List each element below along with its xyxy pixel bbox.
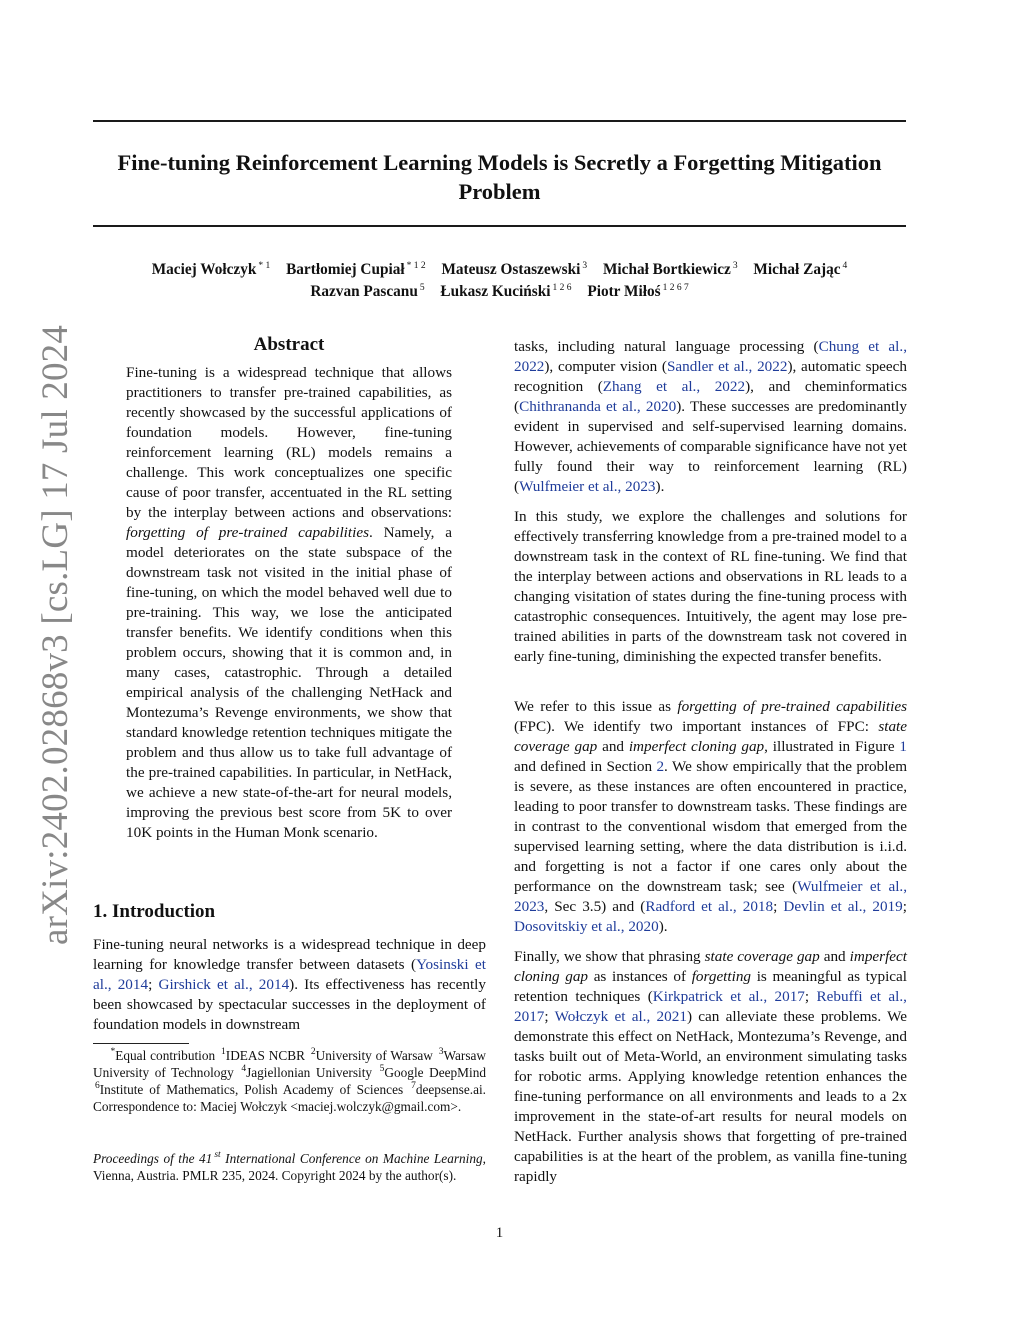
page-number: 1 [495, 1225, 504, 1241]
paragraph-text: ) can alleviate these problems. We demonstrate this effect on NetHack, Montezuma’s Revenge, and tasks built out of Meta-World, an environment simulating tasks for robotic arms. Applying knowledge retention enhances the fine-tuning performance on all environments and leads to a 2x improvement in the state-of-art results for neural models on NetHack. Further analysis shows that forgetting of pre-trained capabilities is at the heart of the problem, as vanilla fine-tuning rapidly [514, 1008, 907, 1185]
author-name: Michał Bortkiewicz [602, 261, 731, 278]
introduction-heading: 1. Introduction [93, 901, 216, 922]
emphasis: imperfect cloning gap [628, 738, 765, 755]
paragraph-text: and [597, 738, 629, 755]
author-affiliation: 5 [419, 283, 425, 293]
footnote-text: deepsense.ai. Correspondence to: Maciej Wołczyk <maciej.wolczyk@gmail.com>. [93, 1082, 486, 1114]
citation-link[interactable]: Girshick et al., 2014 [158, 976, 290, 993]
author [603, 261, 738, 278]
figure-reference-link[interactable]: 1 [899, 738, 908, 755]
emphasis: forgetting of pre-trained capabilities [677, 698, 907, 715]
proceedings-text: International Conference on Machine Learning [220, 1151, 483, 1166]
paragraph-text: (FPC). We identify two important instances of FPC: [514, 718, 879, 735]
author [753, 261, 847, 278]
paragraph-text: , Sec 3.5) and ( [544, 898, 646, 915]
footnote-mark: 1 [221, 1047, 226, 1057]
author-name: Razvan Pascanu [310, 283, 418, 300]
author-affiliation: 3 [732, 261, 738, 271]
author [310, 283, 424, 300]
paragraph-text: and [819, 948, 850, 965]
citation-link[interactable]: Sandler et al., 2022 [666, 358, 788, 375]
paragraph-text: ). These successes are predominantly evident in supervised and self-supervised learning domains. However, achievements of comparable significance have not yet fully found their way to reinforcement learning (RL) ( [514, 398, 907, 495]
footnote-text: Google DeepMind [384, 1065, 486, 1080]
author-list-line-2 [93, 281, 906, 303]
paragraph-text: ; [773, 898, 784, 915]
proceedings-ordinal: st [214, 1150, 221, 1160]
proceedings-text: , Vienna, Austria. PMLR 235, 2024. Copyright 2024 by the author(s). [93, 1151, 486, 1183]
abstract-text: . Namely, a model deteriorates on the state subspace of the downstream task not visited in the initial phase of fine-tuning, on which the model behaved well due to pre-training. This way, we lose the anticipated transfer benefits. We identify conditions when this problem occurs, showing that it is common and, in many cases, catastrophic. Through a detailed empirical analysis of the challenging NetHack and Montezuma’s Revenge environments, we show that standard knowledge retention techniques mitigate the problem and thus allow us to take full advantage of the pre-trained capabilities. In particular, in NetHack, we achieve a new state-of-the-art for neural models, improving the previous best score from 5K to over 10K points in the Human Monk scenario. [126, 524, 452, 841]
abstract-emphasis: forgetting of pre-trained capabilities [126, 524, 369, 541]
citation-link[interactable]: Wulfmeier et al., 2023 [514, 878, 908, 915]
author-affiliation: * 1 2 [406, 261, 426, 271]
footnote-mark: 5 [379, 1064, 385, 1074]
paragraph-text: ; [902, 898, 907, 915]
proceedings-text: Proceedings of the [93, 1151, 200, 1166]
introduction-body [93, 935, 486, 1035]
author-name: Łukasz Kuciński [440, 283, 551, 300]
abstract-heading: Abstract [253, 334, 325, 355]
footnote-mark: 7 [411, 1081, 416, 1091]
footnote-rule [93, 1043, 189, 1044]
intro-paragraph: In this study, we explore the challenges and solutions for effectively transferring knowledge from a pre-trained model to a downstream task in the context of RL fine-tuning. We find that the interplay between actions and observations in RL leads to a changing visitation of states during the fine-tuning process with catastrophic consequences. Intuitively, the agent may lose pre-trained abilities in parts of the downstream task not covered in early fine-tuning, diminishing the expected transfer benefits. [514, 508, 907, 665]
author-name: Mateusz Ostaszewski [441, 261, 581, 278]
author-name: Piotr Miłoś [587, 283, 661, 300]
intro-text: ). Its effectiveness has recently been showcased by spectacular successes in the deployment of foundation models in downstream [93, 976, 486, 1033]
author [286, 261, 426, 278]
paper-title: Fine-tuning Reinforcement Learning Models is Secretly a Forgetting Mitigation Problem [117, 150, 882, 204]
footnote-text: University of Warsaw [315, 1048, 437, 1063]
paragraph-text: tasks, including natural language processing ( [514, 338, 819, 355]
emphasis: state coverage gap [514, 718, 907, 755]
paragraph-text: ). [655, 478, 665, 495]
author [587, 283, 688, 300]
footnote-mark: * [110, 1047, 116, 1057]
author-affiliation: 4 [842, 261, 848, 271]
citation-link[interactable]: Kirkpatrick et al., 2017 [652, 988, 805, 1005]
paragraph-text: Finally, we show that phrasing [514, 948, 705, 965]
author-affiliation: 3 [582, 261, 588, 271]
affiliation-footnote [93, 1047, 486, 1115]
intro-paragraph [514, 697, 907, 937]
proceedings-number: 41 [199, 1151, 213, 1166]
citation-link[interactable]: Chung et al., 2022 [514, 338, 907, 375]
author-affiliation: 1 2 6 7 [662, 283, 689, 293]
citation-link[interactable]: Yosinski et al., 2014 [93, 956, 487, 993]
paragraph-text: ; [544, 1008, 555, 1025]
paragraph-text: as instances of [588, 968, 692, 985]
footnote-mark: 6 [95, 1081, 100, 1091]
author-affiliation: 1 2 6 [552, 283, 572, 293]
emphasis: state coverage gap [704, 948, 820, 965]
footnote-text: Jagiellonian University [246, 1065, 378, 1080]
author [152, 261, 271, 278]
title-rule-top [93, 120, 906, 122]
paragraph-text: and defined in Section [514, 758, 657, 775]
citation-link[interactable]: Rebuffi et al., 2017 [514, 988, 907, 1025]
footnote-mark: 4 [241, 1064, 247, 1074]
intro-paragraph [514, 947, 907, 1187]
paragraph-text: . We show empirically that the problem is severe, as these instances are often encountered in practice, leading to poor transfer to downstream tasks. These findings are in contrast to the conventional wisdom that emerged from the supervised learning setting, where the data distribution is i.i.d. and forgetting is not a factor if one cares only about the performance on the downstream task; see ( [514, 758, 908, 895]
footnote-text: Warsaw University of Technology [93, 1048, 486, 1080]
paragraph-text: ), and cheminformatics ( [514, 378, 907, 415]
intro-text: ; [148, 976, 159, 993]
footnote-mark: 2 [310, 1047, 316, 1057]
citation-link[interactable]: Devlin et al., 2019 [783, 898, 903, 915]
arxiv-identifier-stamp: arXiv:2402.02868v3 [cs.LG] 17 Jul 2024 [35, 324, 76, 945]
emphasis: forgetting [691, 968, 752, 985]
author [440, 283, 571, 300]
footnote-mark: 3 [438, 1047, 444, 1057]
intro-text: Fine-tuning neural networks is a widespread technique in deep learning for knowledge transfer between datasets ( [93, 936, 486, 973]
paragraph-text: ). [658, 918, 668, 935]
intro-paragraph [514, 337, 907, 497]
section-reference-link[interactable]: 2 [656, 758, 665, 775]
footnote-text: Institute of Mathematics, Polish Academy of Sciences [99, 1082, 410, 1097]
author-affiliation: * 1 [258, 261, 271, 271]
citation-link[interactable]: Wołczyk et al., 2021 [554, 1008, 687, 1025]
title-rule-bottom [93, 225, 906, 227]
paragraph-text: , illustrated in Figure [764, 738, 900, 755]
citation-link[interactable]: Zhang et al., 2022 [602, 378, 746, 395]
author-list-line-1 [93, 259, 906, 281]
citation-link[interactable]: Chithrananda et al., 2020 [519, 398, 677, 415]
paragraph-text: ), computer vision ( [544, 358, 667, 375]
footnote-text: Equal contribution [115, 1048, 220, 1063]
proceedings-note [93, 1150, 486, 1184]
emphasis: imperfect cloning gap [514, 948, 907, 985]
paragraph-text: is meaningful as typical retention techniques ( [514, 968, 907, 1005]
abstract-body [126, 363, 452, 843]
paragraph-text: We refer to this issue as [514, 698, 678, 715]
paragraph-text: ; [804, 988, 817, 1005]
author-name: Bartłomiej Cupiał [286, 261, 405, 278]
citation-link[interactable]: Radford et al., 2018 [645, 898, 774, 915]
abstract-text: Fine-tuning is a widespread technique that allows practitioners to transfer pre-trained capabilities, as recently showcased by the successful applications of foundation models. However, fine-tuning reinforcement learning (RL) models remains a challenge. This work conceptualizes one specific cause of poor transfer, accentuated in the RL setting by the interplay between actions and observations: [126, 364, 452, 521]
footnote-text: IDEAS NCBR [225, 1048, 309, 1063]
paragraph-text: ), automatic speech recognition ( [514, 358, 907, 395]
author-name: Maciej Wołczyk [151, 261, 257, 278]
citation-link[interactable]: Wulfmeier et al., 2023 [519, 478, 656, 495]
author [441, 261, 587, 278]
author-name: Michał Zając [753, 261, 841, 278]
citation-link[interactable]: Dosovitskiy et al., 2020 [514, 918, 659, 935]
